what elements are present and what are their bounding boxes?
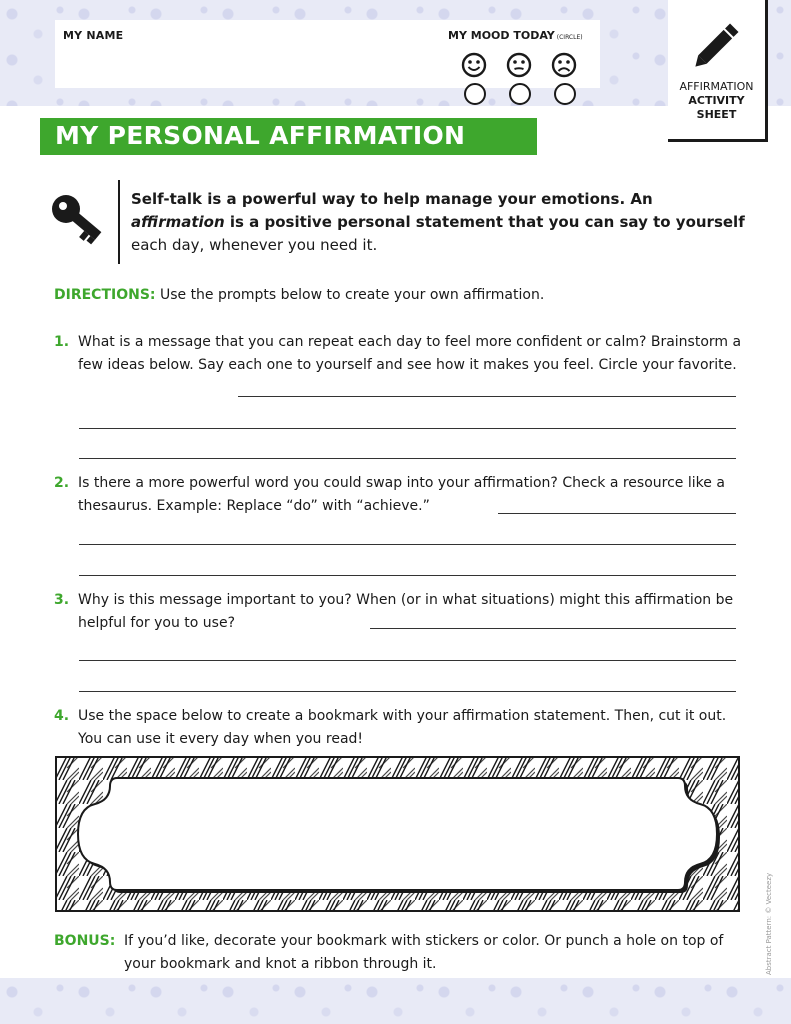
question-text: Is there a more powerful word you could swap into your affirmation? Check a resource like a thesaurus. Example: Replace “do” with “achieve.” — [78, 475, 725, 514]
question-text: Use the space below to create a bookmark with your affirmation statement. Then, cut it out. You can use it every day when you read! — [78, 708, 727, 747]
key-icon — [50, 193, 112, 253]
pattern-credit: Abstract Pattern: © Vecteezy — [765, 872, 773, 975]
name-label: MY NAME — [63, 29, 124, 42]
directions: DIRECTIONS: Use the prompts below to create your own affirmation. — [54, 287, 545, 303]
answer-line[interactable] — [79, 428, 736, 429]
answer-line[interactable] — [79, 660, 736, 661]
question-text: Why is this message important to you? When (or in what situations) might this affirmation be helpful for you to use? — [78, 592, 734, 631]
question-number: 1. — [54, 334, 70, 350]
intro-text: Self-talk is a powerful way to help manage your emotions. An affirmation is a positive personal statement that you can say to yourself each day, whenever you need it. — [131, 190, 745, 254]
question-number: 2. — [54, 475, 70, 491]
mood-label: MY MOOD TODAY (CIRCLE) — [448, 29, 583, 42]
bottom-pattern-band — [0, 978, 791, 1024]
answer-line[interactable] — [79, 691, 736, 692]
mood-circle-neutral[interactable] — [509, 83, 531, 105]
neutral-face-icon — [506, 52, 532, 78]
answer-line[interactable] — [498, 513, 736, 514]
answer-line[interactable] — [79, 544, 736, 545]
page-title: MY PERSONAL AFFIRMATION — [55, 121, 466, 150]
happy-face-icon — [461, 52, 487, 78]
question-number: 3. — [54, 592, 70, 608]
mood-circle-sad[interactable] — [554, 83, 576, 105]
tag-line-1: AFFIRMATION — [679, 80, 754, 93]
pencil-icon — [690, 16, 746, 72]
answer-line[interactable] — [79, 575, 736, 576]
question-text: What is a message that you can repeat each day to feel more confident or calm? Brainstorm a few ideas below. Say each one to yourself and see how it makes you feel. Circle your favorite. — [78, 334, 742, 373]
bonus-label: BONUS: — [54, 933, 116, 949]
answer-line[interactable] — [238, 396, 736, 397]
sad-face-icon — [551, 52, 577, 78]
answer-line[interactable] — [79, 458, 736, 459]
activity-sheet-tag — [668, 0, 768, 142]
tag-line-3: SHEET — [696, 108, 737, 121]
question-number: 4. — [54, 708, 70, 724]
mood-circle-happy[interactable] — [464, 83, 486, 105]
mood-hint: (CIRCLE) — [556, 34, 583, 41]
bonus-text: If you’d like, decorate your bookmark with stickers or color. Or punch a hole on top of your bookmark and knot a ribbon through it. — [124, 933, 724, 972]
answer-line[interactable] — [370, 628, 736, 629]
tag-line-2: ACTIVITY — [688, 94, 745, 107]
intro-divider — [118, 180, 120, 264]
bookmark-cutout[interactable] — [55, 756, 740, 912]
